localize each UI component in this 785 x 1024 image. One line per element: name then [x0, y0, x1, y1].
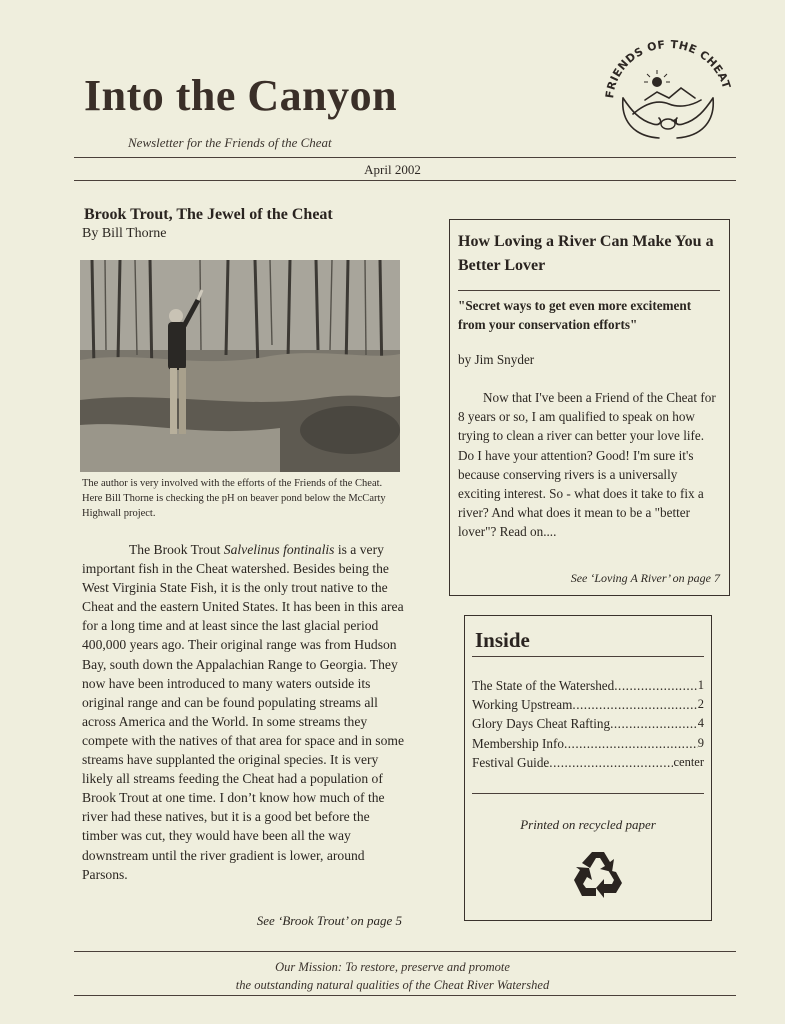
lead-article-continued: See ‘Brook Trout’ on page 5: [256, 913, 402, 928]
photo-caption: The author is very involved with the efforts of the Friends of the Cheat. Here Bill Thorne is checking the pH on beaver pond below the McCarty Highwall project.: [82, 478, 386, 519]
toc-item-label: Membership Info: [472, 735, 564, 751]
table-of-contents: [472, 676, 704, 772]
footer-rule-bottom: [74, 995, 736, 996]
recycle-icon: [570, 848, 626, 900]
mission-line-1: Our Mission: To restore, preserve and promote: [275, 960, 510, 974]
friends-of-the-cheat-logo: [597, 40, 739, 146]
mission-statement: [0, 958, 785, 994]
toc-item[interactable]: [472, 734, 704, 753]
toc-item[interactable]: [472, 676, 704, 695]
recycled-paper-note: Printed on recycled paper: [520, 817, 656, 832]
toc-item-page: 2: [697, 697, 704, 712]
lead-article-byline: By Bill Thorne: [82, 226, 167, 241]
toc-leader: [572, 695, 697, 714]
toc-leader: [564, 734, 698, 753]
lead-article-body: [82, 540, 407, 884]
logo-text: FRIENDS OF THE CHEAT: [603, 40, 734, 100]
toc-item-page: 9: [697, 735, 704, 750]
toc-item-label: Glory Days Cheat Rafting: [472, 716, 611, 732]
side-article-subtitle: "Secret ways to get even more excitement from your conservation efforts": [458, 298, 692, 332]
toc-item[interactable]: [472, 714, 704, 733]
toc-item-label: Festival Guide: [472, 754, 550, 770]
toc-item-label: The State of the Watershed: [472, 678, 615, 693]
inside-rule-top: [472, 656, 704, 657]
toc-leader: [549, 753, 673, 772]
svg-text:FRIENDS OF THE CHEAT: [603, 40, 733, 99]
species-name: Salvelinus fontinalis: [223, 542, 335, 557]
toc-leader: [614, 676, 698, 695]
body-text-main: is a very important fish in the Cheat watershed. Besides being the West Virginia State Fish, it is the only trout native to the Cheat and the eastern United States. It has been in this area for a long time and at least since the last glacial period 400,000 years ago. Their original range was from Hudson Bay, south down the Appalachian Range to Georgia. They now have been introduced to many waters outside its original range and can be found populating streams all across America and the World. In some streams they compete with the natives of that area for space and in some streams have supplanted the original species. It is very likely all streams feeding the Cheat had a population of Brook Trout at one time. I don’t know how much of the river had these natives, but it is a good bet before the timber was cut, they would have been all the way downstream until the river gradient is lower, around Parsons.: [82, 542, 404, 882]
body-text-intro: The Brook Trout: [129, 542, 224, 557]
toc-item-page: 1: [697, 678, 704, 692]
newsletter-title: Into the Canyon: [84, 71, 398, 120]
issue-date: April 2002: [364, 162, 421, 177]
newsletter-tagline: Newsletter for the Friends of the Cheat: [128, 135, 332, 150]
side-article-byline: by Jim Snyder: [458, 352, 535, 367]
lead-article-title: Brook Trout, The Jewel of the Cheat: [84, 206, 333, 223]
toc-leader: [610, 714, 698, 733]
inside-heading: Inside: [475, 628, 530, 652]
toc-item-label: Working Upstream: [472, 697, 573, 713]
side-article-body: [458, 388, 720, 542]
toc-item-page: 4: [697, 716, 704, 731]
mission-line-2: the outstanding natural qualities of the Cheat River Watershed: [235, 978, 550, 992]
author-photo: [80, 260, 400, 472]
toc-item[interactable]: [472, 695, 704, 714]
masthead-rule-bottom: [74, 180, 736, 181]
footer-rule-top: [74, 951, 736, 952]
side-article-title: How Loving a River Can Make You a Better Lover: [458, 233, 714, 274]
inside-rule-bottom: [472, 793, 704, 794]
toc-item[interactable]: [472, 753, 704, 772]
side-article-rule: [458, 290, 720, 291]
side-article-continued: See ‘Loving A River’ on page 7: [570, 571, 720, 585]
forest-scene-image: [80, 260, 400, 472]
toc-item-page: center: [673, 754, 704, 769]
side-article-paragraph: Now that I've been a Friend of the Cheat for 8 years or so, I am qualified to speak on how trying to clean a river can better your love life. Do I have your attention? Good! I'm sure it's because conserving rivers is a universally exciting interest. So - what does it take to fix a river? And what does it mean to be a "better lover"? Read on....: [458, 390, 716, 540]
masthead-rule-top: [74, 157, 736, 158]
